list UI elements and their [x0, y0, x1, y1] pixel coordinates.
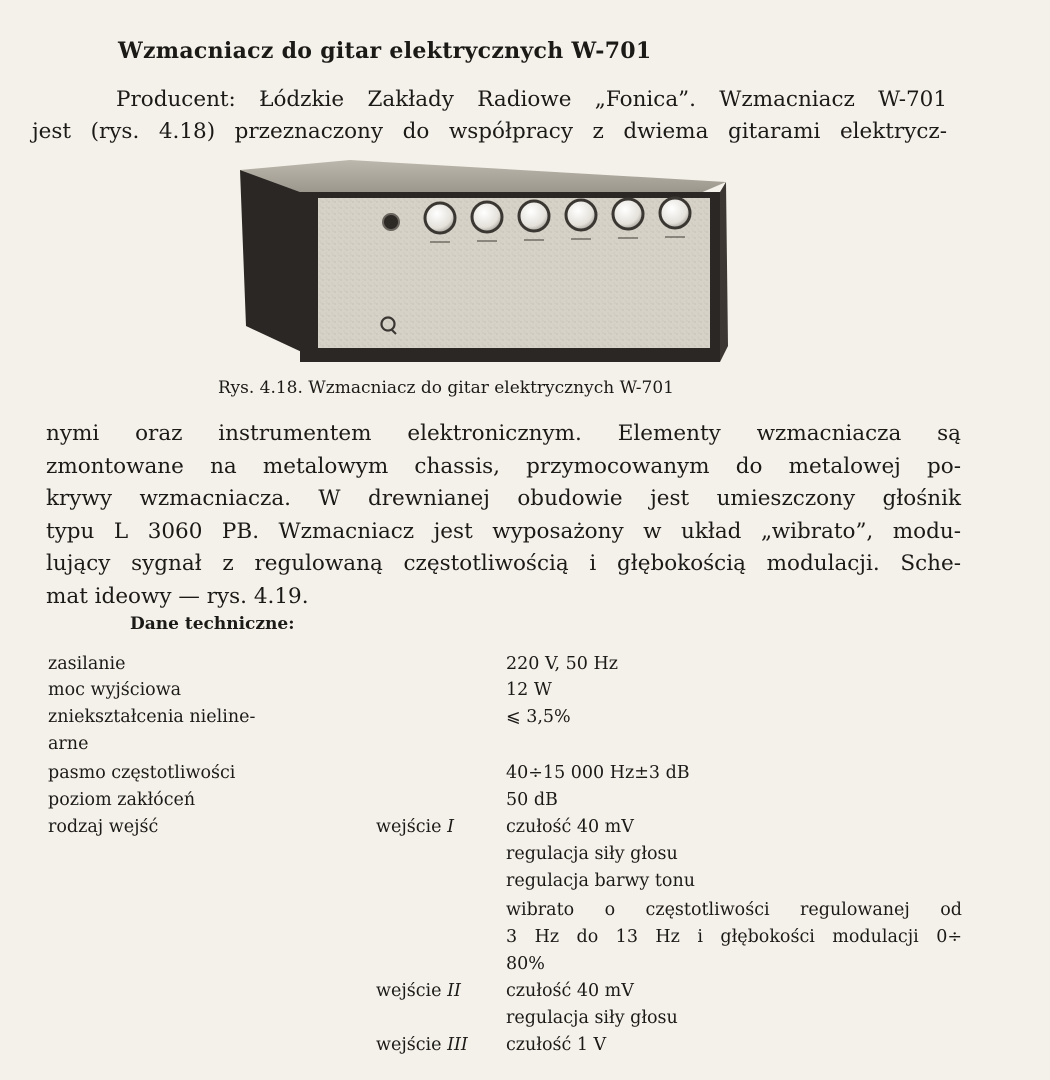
input-2-sensitivity: czułość 40 mV [506, 981, 634, 1001]
spec-label-poziom: poziom zakłóceń [48, 790, 196, 810]
input-1-detail: 3 Hz do 13 Hz i głębokości modulacji 0÷ [506, 927, 962, 947]
spec-heading: Dane techniczne: [130, 614, 295, 634]
input-number: I [447, 817, 454, 837]
input-1-detail: regulacja barwy tonu [506, 871, 695, 891]
input-prefix: wejście [376, 817, 442, 837]
spec-label-znieksztalcenia-cont: arne [48, 734, 89, 754]
spec-label-zasilanie: zasilanie [48, 654, 126, 674]
input-1-detail: 80% [506, 954, 545, 974]
intro-line: jest (rys. 4.18) przeznaczony do współpracy z dwiema gitarami elektrycz- [32, 119, 947, 144]
input-3-sensitivity: czułość 1 V [506, 1035, 607, 1055]
spec-label-moc: moc wyjściowa [48, 680, 182, 700]
spec-value-znieksztalcenia: ⩽ 3,5% [506, 707, 571, 727]
body-line: mat ideowy — rys. 4.19. [46, 583, 309, 609]
input-prefix: wejście [376, 1035, 442, 1055]
body-line: krywy wzmacniacza. W drewnianej obudowie jest umieszczony głośnik [46, 486, 961, 511]
input-3-label [376, 1032, 468, 1058]
body-line: zmontowane na metalowym chassis, przymocowanym do metalowej po- [46, 453, 961, 479]
spec-value-poziom: 50 dB [506, 790, 558, 810]
body-line: typu L 3060 PB. Wzmacniacz jest wyposażony w układ „wibrato”, modu- [46, 518, 961, 544]
spec-label-znieksztalcenia: zniekształcenia nieline- [48, 707, 256, 727]
body-line: lujący sygnał z regulowaną częstotliwością i głębokością modulacji. Sche- [46, 551, 961, 576]
section-heading: Wzmacniacz do gitar elektrycznych W-701 [118, 38, 652, 64]
spec-value-pasmo: 40÷15 000 Hz±3 dB [506, 763, 690, 783]
input-2-detail: regulacja siły głosu [506, 1008, 678, 1028]
input-1-label [376, 814, 454, 840]
input-1-detail: wibrato o częstotliwości regulowanej od [506, 900, 962, 920]
input-number: III [447, 1035, 468, 1055]
body-line: nymi oraz instrumentem elektronicznym. Elementy wzmacniacza są [46, 421, 961, 446]
spec-value-moc: 12 W [506, 680, 552, 700]
input-prefix: wejście [376, 981, 442, 1001]
intro-line: Producent: Łódzkie Zakłady Radiowe „Fonica”. Wzmacniacz W-701 [116, 87, 947, 112]
input-number: II [447, 981, 461, 1001]
spec-label-rodzaj: rodzaj wejść [48, 817, 159, 837]
spec-label-pasmo: pasmo częstotliwości [48, 763, 236, 783]
spec-value-zasilanie: 220 V, 50 Hz [506, 654, 618, 674]
input-1-detail: regulacja siły głosu [506, 844, 678, 864]
figure-caption: Rys. 4.18. Wzmacniacz do gitar elektrycznych W-701 [218, 378, 674, 398]
input-1-sensitivity: czułość 40 mV [506, 817, 634, 837]
input-2-label [376, 978, 461, 1004]
